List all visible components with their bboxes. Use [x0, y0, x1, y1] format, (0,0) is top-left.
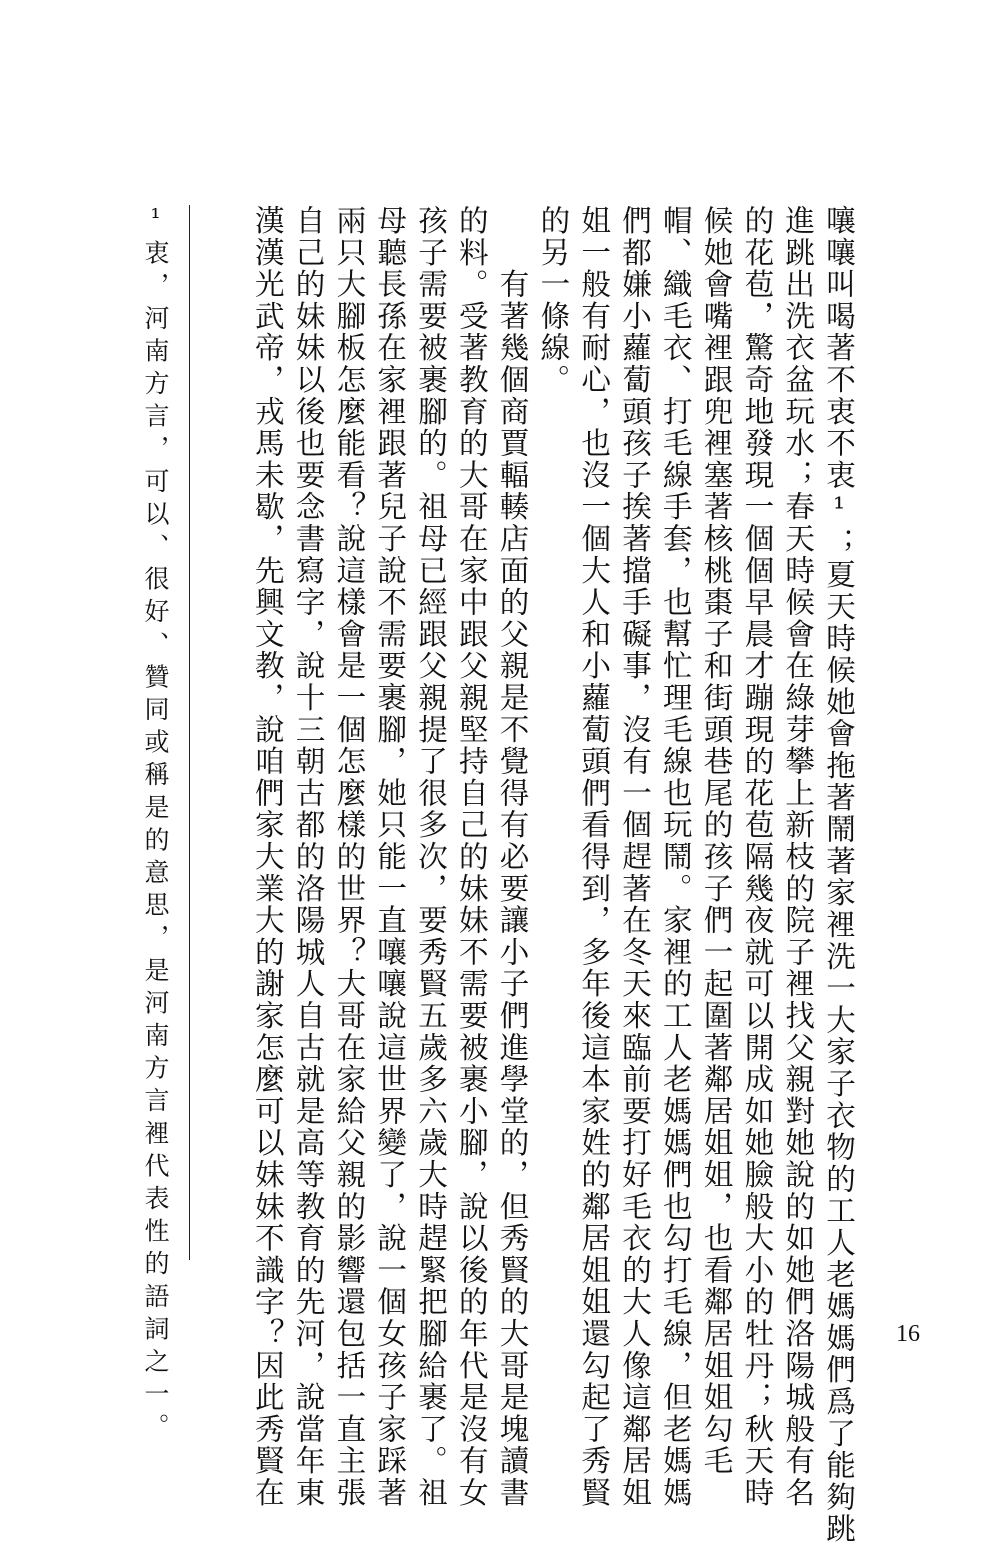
page-number: 16 — [896, 1321, 920, 1347]
text-column: 的花苞，驚奇地發現一個個早晨才蹦現的花苞隔幾夜就可以開成如她臉般大小的牡丹；秋天時 — [740, 205, 775, 1509]
text-column: 自己的妹妹以後也要念書寫字，說十三朝古都的洛陽城人自古就是高等教育的先河，說當年東 — [291, 205, 326, 1509]
text-column: 母聽長孫在家裡跟著兒子說不需要裹腳，她只能一直嚷嚷說這世界變了，說一個女孩子家踩著 — [373, 205, 408, 1509]
footnote-divider — [189, 205, 190, 1260]
text-column: 嚷嚷叫喝著不衷不衷¹；夏天時候她會拖著鬧著家裡洗一大家子衣物的工人老媽媽們爲了能夠跳 — [822, 205, 856, 1545]
text-column: 漢漢光武帝，戎馬未歇，先興文教，說咱們家大業大的謝家怎麼可以妹妹不識字？因此秀賢在 — [250, 205, 285, 1509]
text-column: 進跳出洗衣盆玩水；春天時候會在綠芽攀上新枝的院子裡找父親對她說的如她們洛陽城般有名 — [781, 205, 816, 1509]
text-column: 帽、織毛衣、打毛線手套，也幫忙理毛線也玩鬧。家裡的工人老媽媽們也勾打毛線，但老媽媽 — [658, 205, 693, 1509]
text-column: 候她會嘴裡跟兜裡塞著核桃棗子和街頭巷尾的孩子們一起圍著鄰居姐姐，也看鄰居姐姐勾毛 — [699, 205, 734, 1477]
text-column: 孩子需要被裹腳的。祖母已經跟父親提了很多次，要秀賢五歲多六歲大時趕緊把腳給裹了。祖 — [414, 205, 448, 1509]
footnote: ¹衷，河南方言，可以、很好、贊同或稱是的意思，是河南方言裡代表性的語詞之一。 — [141, 203, 170, 1446]
text-column: 有著幾個商賈輻輳店面的父親是不覺得有必要讓小子們進學堂的，但秀賢的大哥是塊讀書 — [495, 205, 530, 1509]
text-column: 兩只大腳板怎麼能看？說這樣會是一個怎麼樣的世界？大哥在家給父親的影響還包括一直主張 — [332, 205, 367, 1509]
text-column: 們都嫌小蘿蔔頭孩子挨著擋手礙事，沒有一個趕著在冬天來臨前要打好毛衣的大人像這鄰居姐 — [618, 205, 652, 1509]
text-column: 的另一條線。 — [536, 205, 571, 396]
text-column: 的料。受著教育的大哥在家中跟父親堅持自己的妹妹不需要被裹小腳，說以後的年代是沒有女 — [454, 205, 489, 1509]
text-column: 姐一般有耐心，也沒一個大人和小蘿蔔頭們看得到，多年後這本家姓的鄰居姐姐還勾起了秀賢 — [577, 205, 612, 1509]
